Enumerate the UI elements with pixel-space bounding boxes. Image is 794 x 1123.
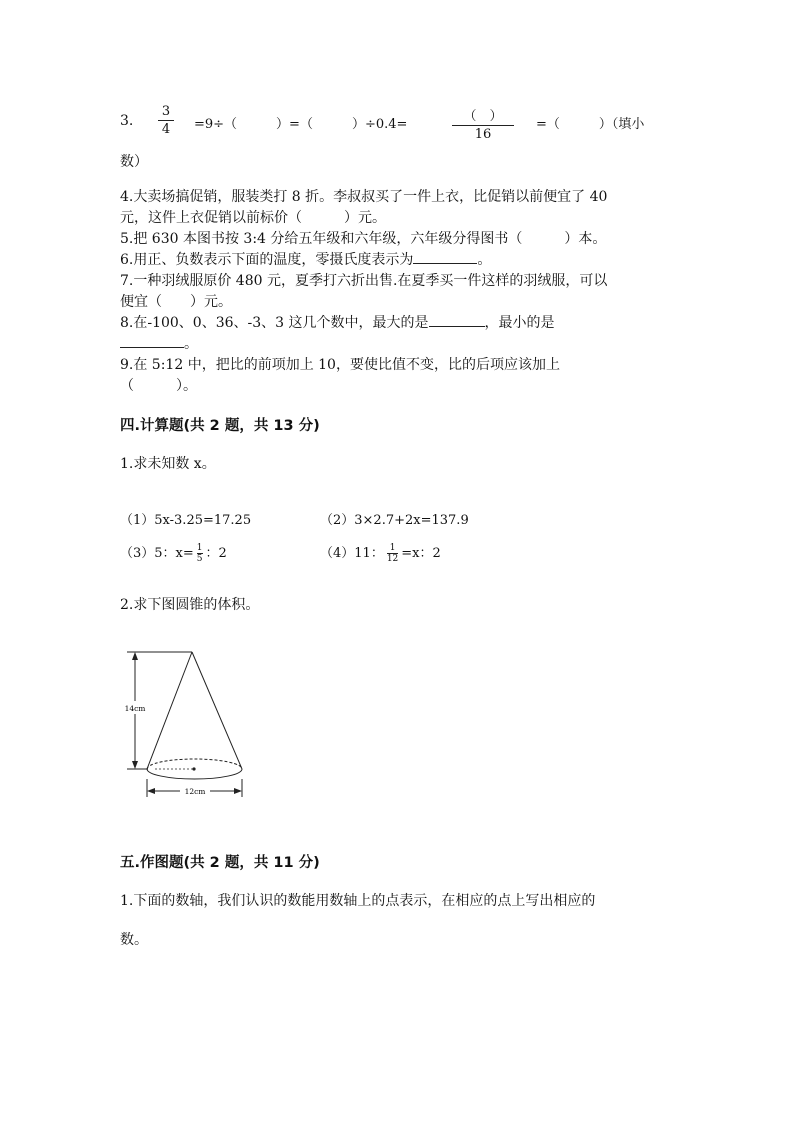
equation-4-fraction: $\frac{1}{12}$ bbox=[386, 543, 399, 564]
q6-text: 6.用正、负数表示下面的温度，零摄氏度表示为 bbox=[120, 252, 414, 268]
equation-3-fraction: $\frac{1}{5}$ bbox=[196, 543, 203, 564]
equation-1: （1）5x-3.25=17.25 bbox=[120, 513, 252, 528]
q6-end: 。 bbox=[477, 252, 492, 268]
q3-fraction-denominator: 4 bbox=[161, 122, 171, 137]
q8-end: 。 bbox=[184, 336, 198, 352]
q6 bbox=[120, 249, 491, 269]
q8-mid: ，最小的是 bbox=[484, 315, 555, 331]
q8-line1 bbox=[120, 312, 555, 332]
q8-line2 bbox=[120, 333, 198, 353]
calc2-title: 2.求下图圆锥的体积。 bbox=[120, 597, 260, 613]
cone-height-label: 14cm bbox=[124, 704, 146, 713]
calc1-title: 1.求未知数 x。 bbox=[120, 456, 216, 472]
equation-3-left: （3）5：x= bbox=[120, 546, 194, 561]
equation-4 bbox=[320, 542, 441, 564]
equation-3-right: ：2 bbox=[205, 546, 227, 561]
q3-fraction2-numerator: （ ） bbox=[463, 109, 503, 124]
q3-fraction bbox=[158, 104, 174, 137]
q8-max-blank[interactable] bbox=[429, 314, 485, 327]
section5-heading: 五.作图题(共 2 题，共 11 分) bbox=[120, 855, 320, 871]
q3-fraction2 bbox=[452, 105, 514, 142]
q9-line2: （ ）。 bbox=[120, 378, 197, 394]
q4-line2: 元，这件上衣促销以前标价（ ）元。 bbox=[120, 210, 386, 226]
q8-min-blank[interactable] bbox=[120, 335, 184, 348]
equation-3 bbox=[120, 542, 227, 564]
q3-fraction-numerator: 3 bbox=[161, 104, 171, 119]
q3-text-part1: =9÷（ ）=（ ）÷0.4= bbox=[194, 117, 408, 132]
q3-fraction2-denominator: 16 bbox=[474, 127, 492, 142]
q4-line1: 4.大卖场搞促销，服装类打 8 折。李叔叔买了一件上衣，比促销以前便宜了 40 bbox=[120, 189, 608, 205]
equation-2: （2）3×2.7+2x=137.9 bbox=[320, 513, 469, 528]
q5: 5.把 630 本图书按 3:4 分给五年级和六年级，六年级分得图书（ ）本。 bbox=[120, 231, 607, 247]
q9-line1: 9.在 5:12 中，把比的前项加上 10，要使比值不变，比的后项应该加上 bbox=[120, 357, 560, 373]
draw1-line1: 1.下面的数轴，我们认识的数能用数轴上的点表示，在相应的点上写出相应的 bbox=[120, 893, 596, 909]
cone-diagram bbox=[110, 640, 260, 810]
q3-text-part3: 数） bbox=[120, 154, 148, 170]
q3-number: 3. bbox=[120, 113, 134, 129]
cone-diameter-label: 12cm bbox=[184, 787, 206, 796]
q6-answer-blank[interactable] bbox=[413, 251, 477, 264]
draw1-line2: 数。 bbox=[120, 932, 148, 948]
q7-line2: 便宜（ ）元。 bbox=[120, 294, 232, 310]
equation-4-left: （4）11： bbox=[320, 546, 384, 561]
q8-text: 8.在-100、0、36、-3、3 这几个数中，最大的是 bbox=[120, 315, 429, 331]
q7-line1: 7.一种羽绒服原价 480 元，夏季打六折出售.在夏季买一件这样的羽绒服，可以 bbox=[120, 273, 608, 289]
q3-text-part2: =（ ）（填小 bbox=[536, 117, 645, 132]
equation-4-right: =x：2 bbox=[401, 546, 441, 561]
section4-heading: 四.计算题(共 2 题，共 13 分) bbox=[120, 418, 320, 434]
